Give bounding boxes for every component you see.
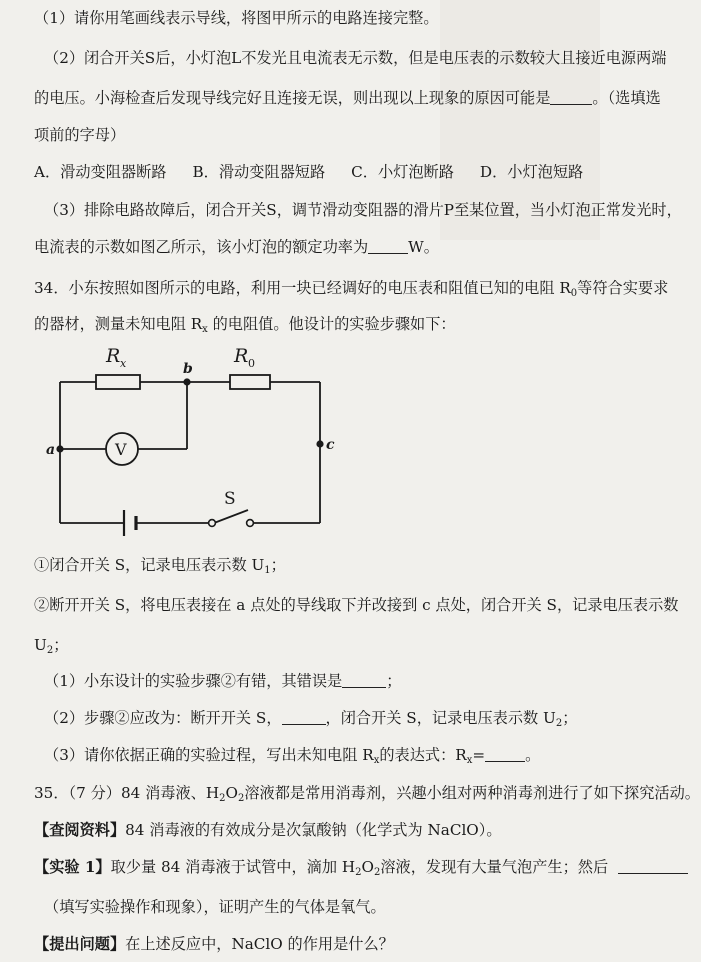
resistor-r0 xyxy=(230,375,270,389)
answer-blank-operation[interactable] xyxy=(618,859,688,874)
answer-blank-expression[interactable] xyxy=(485,747,525,762)
q34-part1-text: （1）小东设计的实验步骤②有错，其错误是 xyxy=(44,672,343,690)
q34-part2 xyxy=(44,708,577,734)
exp-o: O xyxy=(361,858,374,876)
q33-part1: （1）请你用笔画线表示导线，将图甲所示的电路连接完整。 xyxy=(34,9,439,27)
q35-sub2: 2 xyxy=(237,793,245,804)
q34-part3-eq: = xyxy=(472,746,486,764)
option-d[interactable]: D．小灯泡短路 xyxy=(479,163,584,181)
r0-sub: 0 xyxy=(248,357,255,370)
info-text: 84 消毒液的有效成分是次氯酸钠（化学式为 NaClO）。 xyxy=(125,821,502,839)
node-c-label: c xyxy=(326,437,335,453)
q33-options xyxy=(34,162,609,182)
q35-info xyxy=(34,820,502,840)
exp-tail: 溶液，发现有大量气泡产生；然后 xyxy=(380,858,609,876)
q33-part3-line2 xyxy=(34,237,439,257)
circuit-diagram xyxy=(44,340,344,550)
step1-tail: ； xyxy=(270,556,286,574)
exp-tag: 【实验 1】 xyxy=(34,858,111,876)
voltmeter-label: V xyxy=(115,440,127,459)
q34-line1 xyxy=(34,278,668,304)
option-a[interactable]: A．滑动变阻器断路 xyxy=(34,163,167,181)
q33-part3-unit: W。 xyxy=(408,238,439,256)
switch-label: S xyxy=(224,489,236,509)
step1 xyxy=(34,555,286,581)
resistor-rx xyxy=(96,375,140,389)
q34-part3-end: 。 xyxy=(525,746,541,764)
q34-part2-text: （2）步骤②应改为：断开开关 S， xyxy=(44,709,282,727)
q33-part2-text: 的电压。小海检查后发现导线完好且连接无误，则出现以上现象的原因可能是 xyxy=(34,89,551,107)
q34-text-b: 的器材，测量未知电阻 R xyxy=(34,315,203,333)
option-c[interactable]: C．小灯泡断路 xyxy=(351,163,454,181)
step1-text: ①闭合开关 S，记录电压表示数 U xyxy=(34,556,265,574)
q35-exp1-line2: （填写实验操作和现象），证明产生的气体是氧气。 xyxy=(44,898,386,916)
q34-text-a: 34．小东按照如图所示的电路，利用一块已经调好的电压表和阻值已知的电阻 R xyxy=(34,279,571,297)
q35-sub1: 2 xyxy=(219,793,226,804)
q34-part3 xyxy=(44,745,540,771)
switch-lever xyxy=(214,510,248,523)
q35-intro xyxy=(34,783,700,809)
ask-tag: 【提出问题】 xyxy=(34,935,126,953)
q34-part3-text: （3）请你依据正确的实验过程，写出未知电阻 R xyxy=(44,746,374,764)
step2-line1: ②断开开关 S，将电压表接在 a 点处的导线取下并改接到 c 点处，闭合开关 S，记录电压表示数 xyxy=(34,596,679,614)
q35-question xyxy=(34,934,394,954)
q34-part1 xyxy=(44,671,401,691)
rx-sub: x xyxy=(120,357,127,370)
q35-exp1 xyxy=(34,857,688,883)
q33-part3-line1: （3）排除电路故障后，闭合开关S，调节滑动变阻器的滑片P至某位置，当小灯泡正常发光时， xyxy=(44,201,682,219)
node-b-label: b xyxy=(183,361,193,377)
step2-sub: 2 xyxy=(46,645,54,656)
q34-sub-0: 0 xyxy=(570,288,578,299)
answer-blank-correction[interactable] xyxy=(282,710,326,725)
q34-part2-sub: 2 xyxy=(555,718,563,729)
q34-part3-sub2: x xyxy=(466,755,473,766)
node-b-dot xyxy=(183,378,190,385)
q35-o: O xyxy=(225,784,238,802)
ask-text: 在上述反应中，NaClO 的作用是什么？ xyxy=(125,935,394,953)
rx-label: R xyxy=(106,345,121,367)
q34-text-b-tail: 的电阻值。他设计的实验步骤如下： xyxy=(207,315,456,333)
answer-blank-fault[interactable] xyxy=(550,90,592,105)
q35-tail: 溶液都是常用消毒剂，兴趣小组对两种消毒剂进行了如下探究活动。 xyxy=(244,784,700,802)
step1-sub: 1 xyxy=(264,565,271,576)
q34-part2-tail: ； xyxy=(562,709,578,727)
q34-part3-sub: x xyxy=(373,755,380,766)
q33-part2-line1: （2）闭合开关S后，小灯泡L不发光且电流表无示数，但是电压表的示数较大且接近电源两端 xyxy=(44,49,667,67)
q34-part3-mid: 的表达式：R xyxy=(379,746,467,764)
q35-text: 35．（7 分）84 消毒液、H xyxy=(34,784,220,802)
q33-part3-text: 电流表的示数如图乙所示，该小灯泡的额定功率为 xyxy=(34,238,369,256)
q33-part2-line3: 项前的字母） xyxy=(34,126,126,144)
q33-part2-line2 xyxy=(34,88,661,108)
r0-label: R xyxy=(234,345,249,367)
node-c-dot xyxy=(316,440,323,447)
q34-sub-x: x xyxy=(202,324,208,335)
exp-text: 取少量 84 消毒液于试管中，滴加 H xyxy=(110,858,356,876)
node-a-label: a xyxy=(46,442,56,458)
q34-line2 xyxy=(34,314,456,340)
step2-tail: ； xyxy=(53,636,69,654)
info-tag: 【查阅资料】 xyxy=(34,821,126,839)
exp-sub2: 2 xyxy=(373,867,381,878)
q33-part2-tail: 。（选填选 xyxy=(592,89,661,107)
q34-part2-mid: ，闭合开关 S，记录电压表示数 U xyxy=(325,709,556,727)
answer-blank-power[interactable] xyxy=(368,239,408,254)
q34-part1-tail: ； xyxy=(386,672,402,690)
exp-sub1: 2 xyxy=(355,867,362,878)
option-b[interactable]: B．滑动变阻器短路 xyxy=(192,163,326,181)
step2-line2 xyxy=(34,635,68,661)
q34-text-a-tail: 等符合实要求 xyxy=(577,279,669,297)
node-a-dot xyxy=(56,445,63,452)
answer-blank-error[interactable] xyxy=(342,673,386,688)
step2-u: U xyxy=(34,636,47,654)
